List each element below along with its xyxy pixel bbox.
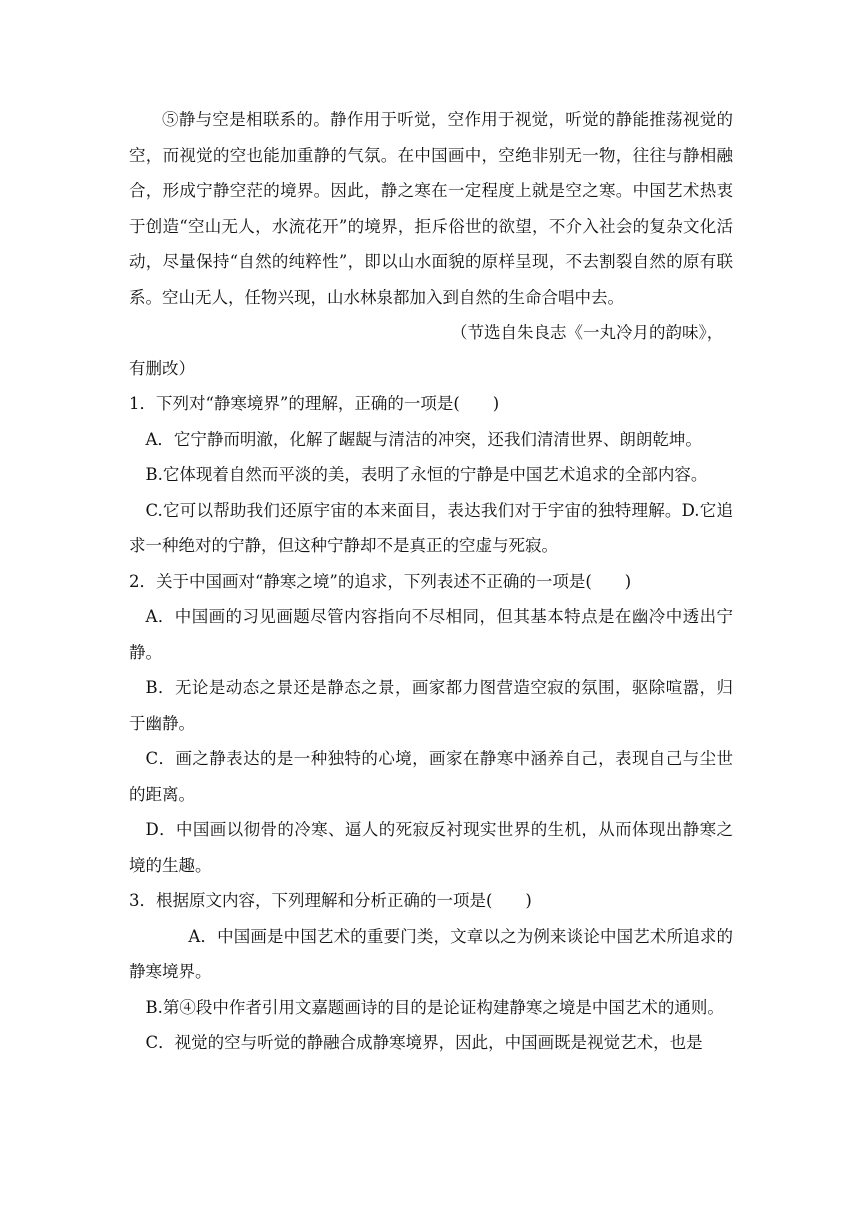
source-citation: （节选自朱良志《一丸冷月的韵味》， (451, 323, 724, 342)
source-citation-continued: 有删改） (129, 358, 195, 378)
question-2-stem: 2．关于中国画对“静寒之境”的追求，下列表述不正确的一项是( ) (129, 571, 632, 591)
question-1-option-a: A．它宁静而明澈，化解了龌龊与清洁的冲突，还我们清清世界、朗朗乾坤。 (145, 429, 702, 449)
passage-paragraph-5: ⑤静与空是相联系的。静作用于听觉，空作用于视觉，听觉的静能推荡视觉的空，而视觉的空也能加重静的气氛。在中国画中，空绝非别无一物，往往与静相融合，形成宁静空茫的境界。因此，静之寒在一定程度上就是空之寒。中国艺术热衷于创造“空山无人，水流花开”的境界，拒斥俗世的欲望，不介入社会的复杂文化活动，尽量保持“自然的纯粹性”，即以山水面貌的原样呈现，不去割裂自然的原有联系。空山无人，任物兴现，山水林泉都加入到自然的生命合唱中去。 (129, 110, 733, 307)
question-3-option-b: B.第④段中作者引用文嘉题画诗的目的是论证构建静寒之境是中国艺术的通则。 (145, 997, 724, 1017)
question-2-option-b: B．无论是动态之景还是静态之景，画家都力图营造空寂的氛围，驱除喧嚣，归于幽静。 (129, 678, 733, 733)
question-1-option-b: B.它体现着自然而平淡的美，表明了永恒的宁静是中国艺术追求的全部内容。 (145, 465, 708, 484)
question-3-option-c: C．视觉的空与听觉的静融合成静寒境界，因此，中国画既是视觉艺术，也是 (145, 1033, 703, 1052)
question-3-option-a: A．中国画是中国艺术的重要门类，文章以之为例来谈论中国艺术所追求的静寒境界。 (129, 926, 733, 981)
document-page (129, 102, 733, 1061)
question-2-option-c: C．画之静表达的是一种独特的心境，画家在静寒中涵养自己，表现自己与尘世的距离。 (129, 749, 733, 804)
question-2-option-a: A．中国画的习见画题尽管内容指向不尽相同，但其基本特点是在幽冷中透出宁静。 (129, 607, 733, 662)
question-1-stem: 1．下列对“静寒境界”的理解，正确的一项是( ) (129, 394, 500, 413)
question-2-option-d: D．中国画以彻骨的冷寒、逼人的死寂反衬现实世界的生机，从而体现出静寒之境的生趣。 (129, 820, 733, 875)
question-1-option-c-d: C.它可以帮助我们还原宇宙的本来面目，表达我们对于宇宙的独特理解。D.它追求一种绝对的宁静，但这种宁静却不是真正的空虚与死寂。 (129, 500, 733, 555)
question-3-stem: 3．根据原文内容，下列理解和分析正确的一项是( ) (129, 891, 532, 910)
